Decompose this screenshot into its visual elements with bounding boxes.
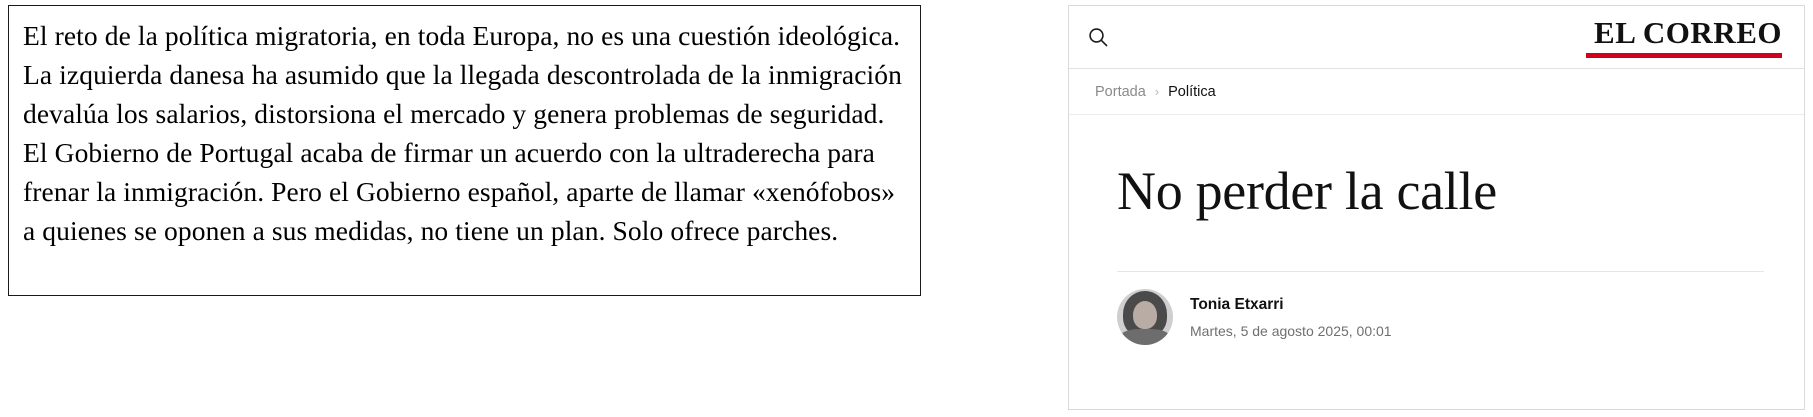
breadcrumb-item-current[interactable]: Política bbox=[1168, 83, 1216, 100]
author-name[interactable]: Tonia Etxarri bbox=[1190, 295, 1284, 313]
site-logo-text: EL CORREO bbox=[1594, 14, 1782, 50]
site-logo-underline bbox=[1586, 53, 1782, 58]
breadcrumb bbox=[1069, 69, 1804, 115]
byline bbox=[1117, 272, 1764, 345]
article-card bbox=[1068, 5, 1805, 410]
site-header bbox=[1069, 6, 1804, 69]
search-icon[interactable] bbox=[1085, 24, 1111, 50]
byline-text bbox=[1190, 296, 1392, 339]
article-body bbox=[1069, 115, 1804, 345]
chevron-right-icon: › bbox=[1154, 84, 1160, 99]
excerpt-text: El reto de la política migratoria, en toda Europa, no es una cuestión ideológica. La izquierda danesa ha asumido que la llegada descontrolada de la inmigración devalúa los salarios, distorsiona el mercado y genera problemas de seguridad. El Gobierno de Portugal acaba de firmar un acuerdo con la ultraderecha para frenar la inmigración. Pero el Gobierno español, aparte de llamar «xenófobos» a quienes se oponen a sus medidas, no tiene un plan. Solo ofrece parches. bbox=[23, 20, 902, 246]
avatar bbox=[1117, 289, 1173, 345]
publication-date: Martes, 5 de agosto 2025, 00:01 bbox=[1190, 322, 1392, 339]
breadcrumb-item-home[interactable]: Portada bbox=[1095, 83, 1146, 100]
excerpt-panel bbox=[8, 5, 921, 296]
article-headline: No perder la calle bbox=[1117, 161, 1497, 221]
site-logo[interactable] bbox=[1586, 14, 1782, 58]
